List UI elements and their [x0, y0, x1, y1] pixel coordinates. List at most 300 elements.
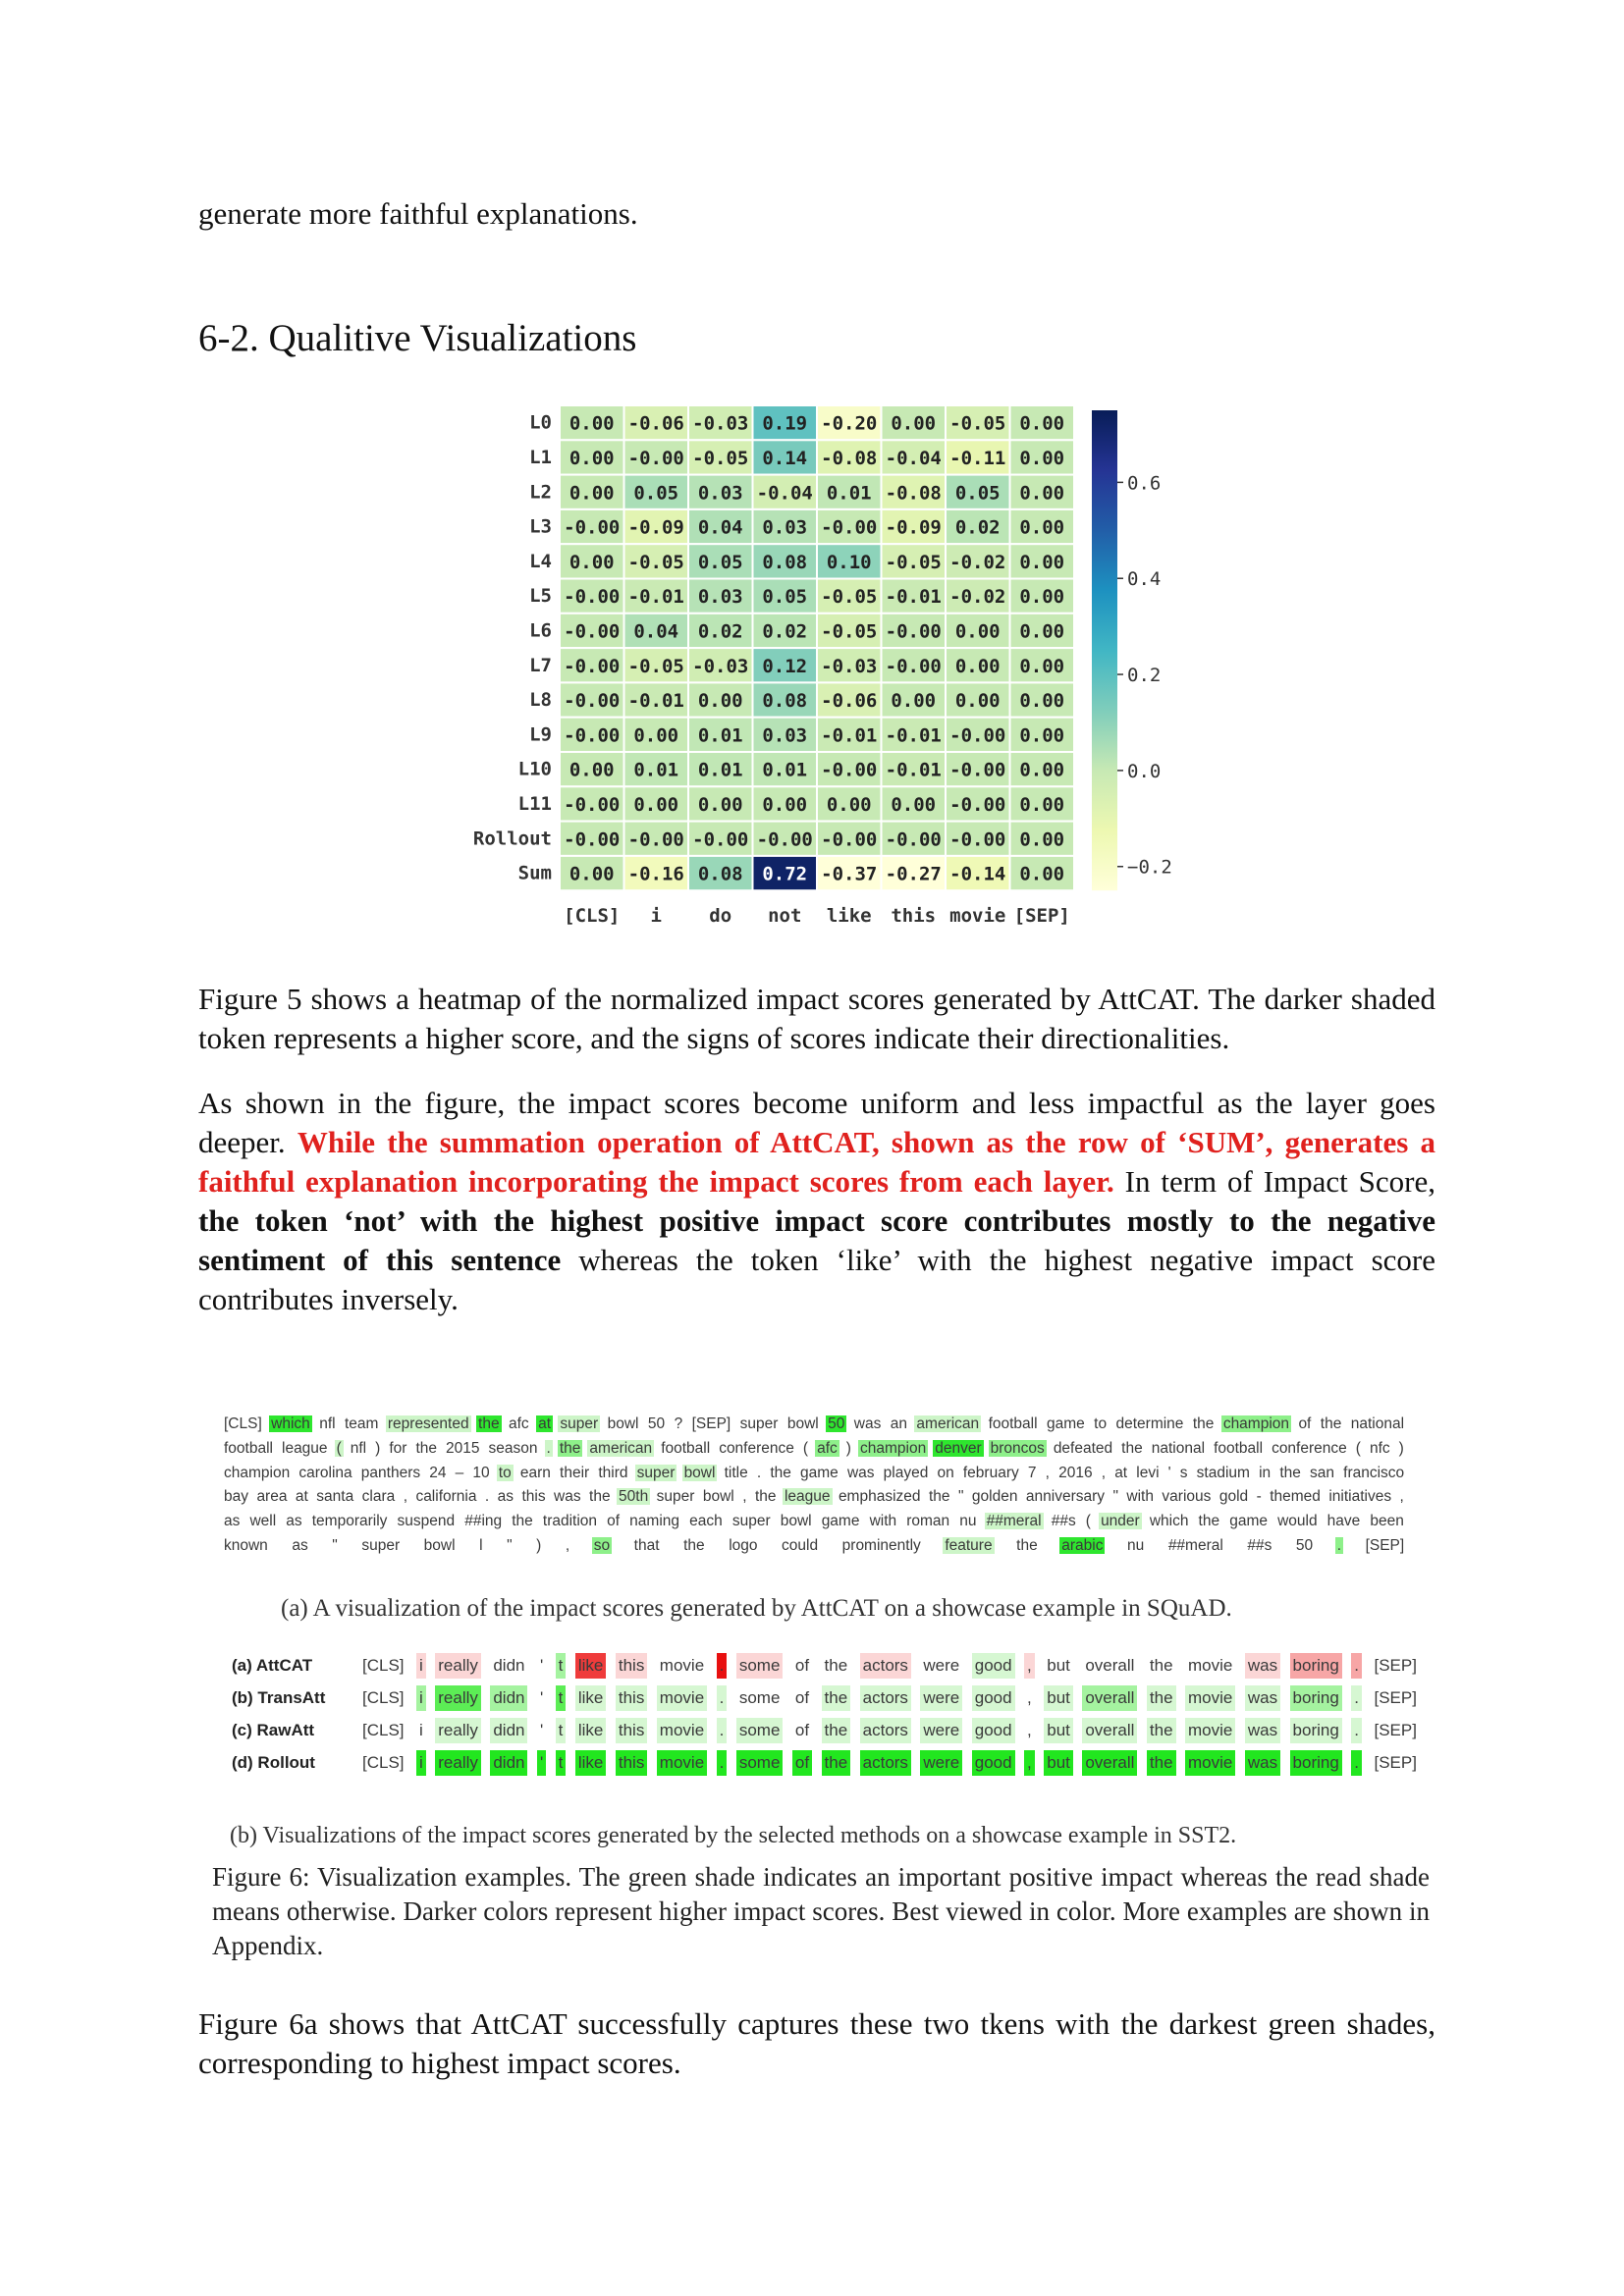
- cell-value: -0.27: [885, 863, 942, 885]
- cell-value: -0.05: [692, 447, 749, 469]
- squad-token: panthers: [360, 1464, 421, 1481]
- cell-value: -0.01: [885, 586, 942, 609]
- squad-token: naming: [629, 1513, 680, 1530]
- cell-value: 0.03: [697, 482, 743, 505]
- squad-token: -: [1256, 1488, 1262, 1506]
- row-label: L7: [529, 654, 552, 676]
- squad-token: california: [415, 1488, 477, 1506]
- sst-token: movie: [1188, 1656, 1233, 1675]
- cell-value: -0.00: [949, 793, 1006, 816]
- sst-tokens: [359, 1652, 1420, 1680]
- cell-value: 0.08: [697, 863, 743, 885]
- cell-value: 0.01: [762, 759, 808, 781]
- sst-token: ': [539, 1688, 544, 1707]
- row-label: L10: [517, 758, 552, 780]
- squad-token: arabic: [1061, 1536, 1104, 1554]
- sst-token: boring: [1290, 1750, 1342, 1776]
- caption-a: (a) A visualization of the impact scores generated by AttCAT on a showcase example in SQuAD.: [281, 1595, 1232, 1622]
- squad-token: ": [1112, 1488, 1118, 1506]
- column-label: not: [768, 905, 802, 928]
- cell-value: 0.00: [826, 793, 872, 816]
- cell-value: 0.00: [633, 793, 679, 816]
- sst-token: i: [416, 1750, 426, 1776]
- sst-token: movie: [659, 1656, 705, 1675]
- row-label: L0: [529, 411, 552, 434]
- squad-token: bay: [224, 1488, 248, 1506]
- sst-token: t: [556, 1718, 567, 1743]
- squad-token: ,: [403, 1488, 407, 1506]
- squad-token: .: [546, 1439, 551, 1457]
- cell-value: 0.00: [1019, 724, 1065, 747]
- sst-token: .: [1351, 1750, 1362, 1776]
- sst-token: [SEP]: [1374, 1688, 1417, 1707]
- sst-token: didn: [490, 1750, 527, 1776]
- squad-token: ,: [565, 1536, 570, 1554]
- squad-token: ?: [674, 1415, 683, 1432]
- cell-value: 0.00: [1019, 863, 1065, 885]
- squad-token: feature: [945, 1536, 993, 1554]
- squad-token: 2015: [446, 1439, 480, 1457]
- cell-value: -0.05: [821, 620, 878, 643]
- cell-value: 0.00: [1019, 586, 1065, 609]
- sst-token: i: [419, 1721, 423, 1739]
- squad-token: 50: [828, 1415, 845, 1432]
- squad-token: league: [784, 1488, 831, 1506]
- sst-token: ': [539, 1656, 544, 1675]
- squad-token: football: [1214, 1439, 1264, 1457]
- cell-value: 0.00: [1019, 412, 1065, 435]
- cell-value: -0.08: [821, 447, 878, 469]
- squad-token: ##ing: [464, 1513, 503, 1530]
- squad-token: of: [1298, 1415, 1312, 1432]
- squad-token: broncos: [990, 1439, 1045, 1457]
- cell-value: -0.00: [564, 724, 621, 747]
- row-label: L9: [529, 723, 552, 746]
- sst-token: ,: [1027, 1688, 1032, 1707]
- sst-token: was: [1245, 1653, 1280, 1679]
- cell-value: -0.37: [821, 863, 878, 885]
- squad-token: in: [1259, 1464, 1272, 1481]
- squad-token: s: [1179, 1464, 1188, 1481]
- paragraph-1: Figure 5 shows a heatmap of the normalized impact scores generated by AttCAT. The darker shaded token represents a higher score, and the signs of scores indicate their directionalities.: [198, 982, 1435, 1055]
- squad-token: the: [512, 1513, 533, 1530]
- sst-token: but: [1044, 1685, 1073, 1711]
- cell-value: -0.00: [564, 828, 621, 851]
- cell-value: 0.00: [1019, 793, 1065, 816]
- cell-value: -0.00: [756, 828, 813, 851]
- squad-token: for: [389, 1439, 407, 1457]
- squad-token: themed: [1270, 1488, 1321, 1506]
- squad-token: nu: [959, 1513, 977, 1530]
- cell-value: -0.00: [564, 620, 621, 643]
- sst-token: t: [556, 1653, 567, 1679]
- squad-token: the: [478, 1415, 500, 1432]
- cell-value: -0.00: [627, 447, 684, 469]
- colorbar-tick-label: 0.6: [1127, 472, 1162, 495]
- squad-token: game: [1046, 1415, 1085, 1432]
- sst-token: the: [824, 1656, 848, 1675]
- cell-value: 0.02: [697, 620, 743, 643]
- cell-value: 0.00: [1019, 482, 1065, 505]
- squad-token: ,: [742, 1488, 747, 1506]
- row-label: L11: [517, 792, 552, 815]
- cell-value: -0.00: [821, 828, 878, 851]
- squad-token: ": [507, 1536, 513, 1554]
- cell-value: -0.09: [885, 516, 942, 539]
- squad-token: nfl: [350, 1439, 367, 1457]
- cell-value: -0.05: [627, 551, 684, 573]
- sst-token: ': [537, 1750, 546, 1776]
- sst-tokens: [359, 1749, 1420, 1777]
- squad-token: 10: [472, 1464, 490, 1481]
- squad-token: (: [1355, 1439, 1361, 1457]
- sst-token: t: [556, 1750, 567, 1776]
- cell-value: -0.00: [949, 724, 1006, 747]
- sst-token: [SEP]: [1374, 1721, 1417, 1739]
- sst-token: overall: [1082, 1750, 1137, 1776]
- colorbar-tick-label: 0.2: [1127, 665, 1162, 687]
- squad-token: determine: [1115, 1415, 1184, 1432]
- squad-token: with: [869, 1513, 897, 1530]
- squad-token: [SEP]: [691, 1415, 731, 1432]
- cell-value: -0.01: [627, 690, 684, 713]
- cell-value: 0.05: [697, 551, 743, 573]
- squad-token: as: [292, 1536, 308, 1554]
- squad-token: the: [415, 1439, 437, 1457]
- sst-token: like: [575, 1685, 607, 1711]
- squad-token: nu: [1127, 1536, 1145, 1554]
- sst-token: [CLS]: [362, 1688, 405, 1707]
- sst-token: ,: [1024, 1750, 1035, 1776]
- squad-token: to: [498, 1464, 512, 1481]
- squad-token: at: [295, 1488, 308, 1506]
- squad-token: .: [484, 1488, 490, 1506]
- column-label: movie: [949, 905, 1006, 928]
- squad-token: football: [988, 1415, 1038, 1432]
- cell-value: 0.01: [633, 759, 679, 781]
- cell-value: 0.00: [954, 690, 1001, 713]
- row-label: L8: [529, 689, 552, 712]
- colorbar-tick-label: 0.0: [1127, 760, 1162, 782]
- squad-token: the: [1192, 1415, 1215, 1432]
- sst-token: the: [1147, 1685, 1176, 1711]
- squad-token: stadium: [1196, 1464, 1250, 1481]
- colorbar: [1092, 410, 1117, 890]
- sst-token: movie: [1185, 1685, 1235, 1711]
- column-label: [CLS]: [564, 905, 621, 928]
- cell-value: 0.00: [568, 759, 615, 781]
- cell-value: 0.00: [633, 724, 679, 747]
- sst-token: really: [435, 1718, 481, 1743]
- cell-value: 0.00: [1019, 655, 1065, 677]
- cell-value: 0.00: [891, 793, 937, 816]
- squad-token: title: [724, 1464, 748, 1481]
- cell-value: 0.00: [1019, 759, 1065, 781]
- squad-token: was: [853, 1415, 882, 1432]
- sst-token: overall: [1085, 1656, 1135, 1675]
- squad-token: (: [336, 1439, 342, 1457]
- squad-token: which: [271, 1415, 310, 1432]
- squad-token: this: [521, 1488, 546, 1506]
- squad-token: 50: [647, 1415, 666, 1432]
- squad-token: the: [1279, 1464, 1301, 1481]
- sst-token: some: [736, 1750, 784, 1776]
- cell-value: -0.00: [885, 828, 942, 851]
- squad-token: champion: [224, 1464, 291, 1481]
- cell-value: -0.00: [692, 828, 749, 851]
- intro-line: generate more faithful explanations.: [198, 196, 638, 231]
- squad-token: denver: [935, 1439, 982, 1457]
- squad-token: of: [607, 1513, 621, 1530]
- cell-value: -0.03: [692, 412, 749, 435]
- cell-value: 0.00: [568, 551, 615, 573]
- sst-token: .: [717, 1718, 728, 1743]
- squad-token: the: [1016, 1536, 1038, 1554]
- squad-token: super: [739, 1415, 779, 1432]
- sst-row-label: (c) RawAtt: [232, 1721, 315, 1739]
- squad-token: the: [754, 1488, 777, 1506]
- squad-token: ": [957, 1488, 964, 1506]
- squad-token: known: [224, 1536, 268, 1554]
- squad-visualization: [222, 1413, 1406, 1559]
- squad-token: well: [249, 1513, 277, 1530]
- squad-token: champion: [859, 1439, 927, 1457]
- squad-token: an: [890, 1415, 908, 1432]
- squad-token: ': [1167, 1464, 1171, 1481]
- cell-value: 0.05: [954, 482, 1001, 505]
- squad-token: nfl: [319, 1415, 336, 1432]
- cell-value: 0.03: [697, 586, 743, 609]
- squad-token: roman: [906, 1513, 950, 1530]
- squad-token: ): [1398, 1439, 1404, 1457]
- squad-token: 7: [1027, 1464, 1037, 1481]
- row-label: L5: [529, 585, 552, 608]
- squad-token: ): [845, 1439, 851, 1457]
- sst-token: of: [794, 1688, 810, 1707]
- sst-token: .: [717, 1685, 728, 1711]
- cell-value: -0.04: [756, 482, 813, 505]
- cell-value: 0.00: [954, 655, 1001, 677]
- colorbar-tick-label: −0.2: [1127, 856, 1172, 879]
- cell-value: -0.01: [885, 724, 942, 747]
- colorbar-tick-label: 0.4: [1127, 568, 1162, 591]
- cell-value: 0.00: [568, 863, 615, 885]
- sst-token: [SEP]: [1374, 1753, 1417, 1772]
- sst-token: was: [1245, 1750, 1280, 1776]
- paragraph-2-red: While the summation operation of AttCAT, shown as the row of ‘SUM’, generates a faithful explanation incorporating the impact scores from each layer.: [198, 1125, 1435, 1199]
- cell-value: 0.01: [697, 759, 743, 781]
- squad-token: game: [1229, 1513, 1268, 1530]
- squad-token: represented: [387, 1415, 469, 1432]
- squad-token: emphasized: [838, 1488, 921, 1506]
- cell-value: -0.02: [949, 586, 1006, 609]
- sst-token: overall: [1082, 1685, 1137, 1711]
- sst-token: the: [822, 1685, 851, 1711]
- cell-value: -0.05: [627, 655, 684, 677]
- cell-value: 0.08: [762, 690, 808, 713]
- sst-token: the: [1149, 1656, 1173, 1675]
- cell-value: 0.08: [762, 551, 808, 573]
- cell-value: -0.00: [564, 655, 621, 677]
- cell-value: -0.00: [564, 690, 621, 713]
- sst-row: [232, 1715, 1417, 1747]
- squad-token: [SEP]: [1365, 1536, 1405, 1554]
- squad-token: bowl: [786, 1415, 819, 1432]
- squad-token: 24: [429, 1464, 447, 1481]
- cell-value: 0.04: [633, 620, 679, 643]
- sst-token: were: [920, 1718, 962, 1743]
- cell-value: -0.11: [949, 447, 1006, 469]
- squad-token: to: [1094, 1415, 1108, 1432]
- cell-value: 0.00: [891, 412, 937, 435]
- sst-token: movie: [657, 1750, 707, 1776]
- squad-token: the: [928, 1488, 950, 1506]
- squad-token: game: [800, 1464, 839, 1481]
- cell-value: -0.00: [564, 586, 621, 609]
- sst-token: some: [736, 1653, 784, 1679]
- sst-token: ': [539, 1721, 544, 1739]
- sst-token: but: [1044, 1718, 1073, 1743]
- sst-row-label: (b) TransAtt: [232, 1688, 326, 1707]
- cell-value: 0.00: [954, 620, 1001, 643]
- squad-token: golden: [971, 1488, 1018, 1506]
- squad-token: [CLS]: [224, 1415, 262, 1432]
- squad-token: ): [536, 1536, 542, 1554]
- cell-value: -0.05: [821, 586, 878, 609]
- squad-token: super: [636, 1464, 676, 1481]
- sst-token: some: [738, 1688, 781, 1707]
- squad-token: which: [1149, 1513, 1189, 1530]
- cell-value: 0.01: [826, 482, 872, 505]
- squad-token: third: [598, 1464, 628, 1481]
- cell-value: 0.00: [1019, 447, 1065, 469]
- squad-token: season: [488, 1439, 538, 1457]
- squad-token: –: [455, 1464, 464, 1481]
- sst-token: [CLS]: [362, 1753, 405, 1772]
- squad-token: on: [937, 1464, 954, 1481]
- cell-value: 0.00: [1019, 516, 1065, 539]
- cell-value: -0.00: [885, 655, 942, 677]
- squad-token: the: [1320, 1415, 1342, 1432]
- squad-token: national: [1151, 1439, 1206, 1457]
- sst-token: really: [435, 1750, 481, 1776]
- cell-value: 0.12: [762, 655, 808, 677]
- paragraph-2: [198, 1084, 1435, 1319]
- paragraph-3: Figure 6a shows that AttCAT successfully captures these two tkens with the darkest green shades, corresponding to highest impact scores.: [198, 2006, 1435, 2080]
- squad-token: as: [497, 1488, 514, 1506]
- squad-token: afc: [817, 1439, 838, 1457]
- cell-value: -0.01: [885, 759, 942, 781]
- squad-token: national: [1350, 1415, 1405, 1432]
- squad-token: could: [782, 1536, 819, 1554]
- sst-token: of: [792, 1750, 812, 1776]
- sst-token: some: [736, 1718, 784, 1743]
- cell-value: 0.00: [1019, 551, 1065, 573]
- cell-value: 0.00: [1019, 828, 1065, 851]
- cell-value: -0.03: [692, 655, 749, 677]
- cell-value: 0.03: [762, 724, 808, 747]
- squad-token: as: [224, 1513, 241, 1530]
- squad-token: ##meral: [1167, 1536, 1223, 1554]
- squad-token: nfc: [1369, 1439, 1390, 1457]
- squad-token: afc: [508, 1415, 529, 1432]
- column-label: like: [826, 905, 872, 928]
- cell-value: 0.72: [762, 863, 808, 885]
- squad-token: (: [802, 1439, 809, 1457]
- sst-token: actors: [860, 1750, 911, 1776]
- sst-token: ,: [1024, 1653, 1035, 1679]
- squad-token: 50: [1295, 1536, 1314, 1554]
- cell-value: -0.00: [821, 759, 878, 781]
- squad-token: conference: [1272, 1439, 1347, 1457]
- cell-value: -0.06: [821, 690, 878, 713]
- squad-token: earn: [519, 1464, 551, 1481]
- cell-value: 0.00: [697, 793, 743, 816]
- heatmap-figure: [432, 398, 1218, 952]
- paragraph-2-a: As shown in the figure, the impact scores become uniform and less impactful as the layer goes deeper.: [198, 1086, 1435, 1159]
- sst-token: .: [717, 1653, 728, 1679]
- sst2-visualization: [232, 1650, 1417, 1780]
- cell-value: 0.03: [762, 516, 808, 539]
- sst-token: good: [972, 1685, 1015, 1711]
- sst-row-label: (a) AttCAT: [232, 1656, 313, 1675]
- cell-value: -0.03: [821, 655, 878, 677]
- squad-token: each: [689, 1513, 723, 1530]
- squad-token: team: [345, 1415, 379, 1432]
- squad-token: various: [1162, 1488, 1212, 1506]
- column-label: do: [709, 905, 732, 928]
- cell-value: -0.01: [821, 724, 878, 747]
- cell-value: -0.06: [627, 412, 684, 435]
- squad-token: with: [1126, 1488, 1154, 1506]
- squad-token: area: [256, 1488, 288, 1506]
- cell-value: -0.01: [627, 586, 684, 609]
- cell-value: 0.10: [826, 551, 872, 573]
- sst-token: movie: [657, 1685, 707, 1711]
- sst-token: [SEP]: [1374, 1656, 1417, 1675]
- sst-token: movie: [657, 1718, 707, 1743]
- sst-token: was: [1245, 1718, 1280, 1743]
- squad-token: santa: [316, 1488, 354, 1506]
- cell-value: -0.05: [949, 412, 1006, 435]
- sst-token: actors: [860, 1718, 911, 1743]
- column-label: this: [891, 905, 937, 928]
- cell-value: 0.02: [762, 620, 808, 643]
- squad-token: their: [560, 1464, 590, 1481]
- sst-token: boring: [1290, 1685, 1342, 1711]
- squad-token: ##s: [1051, 1513, 1076, 1530]
- squad-token: was: [554, 1488, 581, 1506]
- squad-token: under: [1101, 1513, 1140, 1530]
- paragraph-2-b: In term of Impact Score,: [1113, 1164, 1436, 1199]
- sst-row-label: (d) Rollout: [232, 1753, 315, 1772]
- sst-tokens: [359, 1717, 1420, 1744]
- sst-token: really: [435, 1653, 481, 1679]
- cell-value: 0.01: [697, 724, 743, 747]
- cell-value: 0.04: [697, 516, 743, 539]
- sst-token: i: [416, 1685, 426, 1711]
- squad-token: gold: [1218, 1488, 1249, 1506]
- sst-token: boring: [1290, 1653, 1342, 1679]
- squad-token: ##s: [1247, 1536, 1272, 1554]
- squad-token: the: [1121, 1439, 1143, 1457]
- sst-token: the: [822, 1750, 851, 1776]
- sst-token: boring: [1290, 1718, 1342, 1743]
- sst-token: really: [435, 1685, 481, 1711]
- figure-6-caption: Figure 6: Visualization examples. The green shade indicates an important positive impact whereas the read shade means otherwise. Darker colors represent higher impact scores. Best viewed in color. More examples are shown in Appendix.: [212, 1862, 1430, 1960]
- cell-value: -0.05: [885, 551, 942, 573]
- sst-token: like: [575, 1718, 607, 1743]
